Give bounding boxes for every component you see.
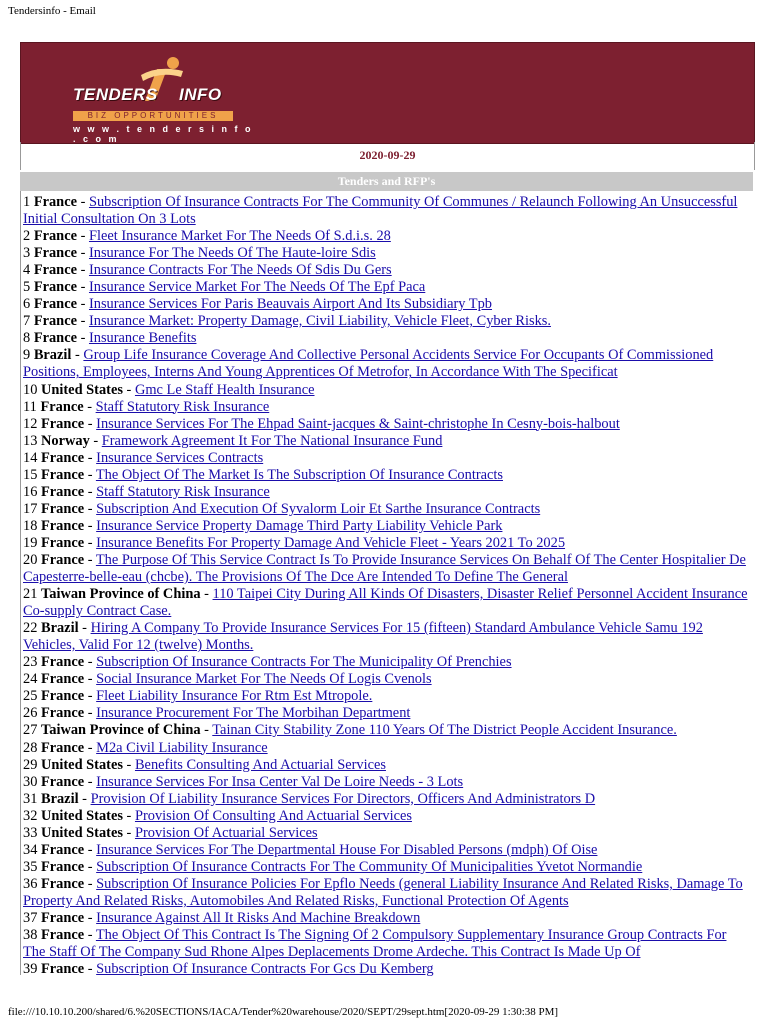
tender-item: 20 France - The Purpose Of This Service Contract Is To Provide Insurance Services On Behalf Of The Center Hospitalier De Capesterre-belle-eau (chcbe). The Provisions Of The Dce Are Intended To Define The General bbox=[23, 551, 746, 586]
tender-country: France bbox=[41, 483, 85, 500]
tender-item: 33 United States - Provision Of Actuarial Services bbox=[23, 824, 318, 841]
tender-number: 26 bbox=[23, 705, 38, 722]
tender-link[interactable]: Insurance Services For The Departmental House For Disabled Persons (mdph) Of Oise bbox=[96, 841, 598, 858]
tender-item: 7 France - Insurance Market: Property Damage, Civil Liability, Vehicle Fleet, Cyber Risks. bbox=[23, 313, 551, 330]
tender-country: Brazil bbox=[33, 347, 72, 364]
tender-item: 21 Taiwan Province of China - 110 Taipei City During All Kinds Of Disasters, Disaster Relief Personnel Accident Insurance Co-supply Contract Case. bbox=[23, 586, 748, 620]
tender-link[interactable]: Insurance Services Contracts bbox=[96, 449, 264, 466]
tender-link[interactable]: Insurance Services For The Ehpad Saint-jacques & Saint-christophe In Cesny-bois-halbout bbox=[96, 415, 620, 432]
tender-item: 14 France - Insurance Services Contracts bbox=[23, 449, 264, 466]
tender-link[interactable]: Insurance Service Market For The Needs Of The Epf Paca bbox=[88, 279, 426, 296]
tender-link[interactable]: Fleet Insurance Market For The Needs Of S.d.i.s. 28 bbox=[88, 228, 391, 245]
tender-item: 24 France - Social Insurance Market For The Needs Of Logis Cvenols bbox=[23, 671, 432, 688]
tender-country: France bbox=[33, 228, 77, 245]
tender-country: Taiwan Province of China bbox=[41, 722, 201, 739]
tender-number: 13 bbox=[23, 432, 38, 449]
tender-link[interactable]: Group Life Insurance Coverage And Collective Personal Accidents Service For Occupants Of Commissioned Positions, Employees, Interns And Young Apprentices Of Metrofor, In Accordance With The Specificat bbox=[23, 347, 714, 381]
tender-item: 32 United States - Provision Of Consulting And Actuarial Services bbox=[23, 807, 412, 824]
tender-number: 37 bbox=[23, 909, 38, 926]
tender-country: France bbox=[41, 858, 85, 875]
tender-number: 31 bbox=[23, 790, 38, 807]
tender-number: 38 bbox=[23, 927, 38, 944]
tender-item: 4 France - Insurance Contracts For The Needs Of Sdis Du Gers bbox=[23, 262, 392, 279]
tender-number: 34 bbox=[23, 841, 38, 858]
tender-country: France bbox=[33, 194, 77, 210]
tender-country: France bbox=[33, 330, 77, 347]
tender-number: 33 bbox=[23, 824, 38, 841]
tender-country: France bbox=[41, 875, 85, 892]
tender-item: 10 United States - Gmc Le Staff Health Insurance bbox=[23, 381, 315, 398]
tender-country: France bbox=[41, 551, 85, 568]
tender-country: France bbox=[41, 466, 85, 483]
tender-item: 37 France - Insurance Against All It Risks And Machine Breakdown bbox=[23, 909, 421, 926]
tender-list bbox=[23, 194, 751, 978]
tender-item: 34 France - Insurance Services For The Departmental House For Disabled Persons (mdph) Of Oise bbox=[23, 841, 598, 858]
tender-country: France bbox=[40, 398, 84, 415]
tender-number: 28 bbox=[23, 739, 38, 756]
tender-link[interactable]: Insurance Against All It Risks And Machine Breakdown bbox=[96, 909, 421, 926]
tender-link[interactable]: Hiring A Company To Provide Insurance Services For 15 (fifteen) Standard Ambulance Vehicle Samu 192 Vehicles, Valid For 12 (twelve) Months. bbox=[23, 620, 703, 654]
tender-country: France bbox=[41, 739, 85, 756]
tender-item: 25 France - Fleet Liability Insurance For Rtm Est Mtropole. bbox=[23, 688, 373, 705]
tender-number: 4 bbox=[23, 262, 31, 279]
tender-item: 15 France - The Object Of The Market Is The Subscription Of Insurance Contracts bbox=[23, 466, 503, 483]
tender-country: United States bbox=[41, 807, 123, 824]
tender-item: 28 France - M2a Civil Liability Insurance bbox=[23, 739, 268, 756]
tender-link[interactable]: Social Insurance Market For The Needs Of Logis Cvenols bbox=[96, 671, 432, 688]
tender-item: 29 United States - Benefits Consulting And Actuarial Services bbox=[23, 756, 386, 773]
tender-item: 27 Taiwan Province of China - Tainan City Stability Zone 110 Years Of The District People Accident Insurance. bbox=[23, 722, 677, 739]
tender-item: 2 France - Fleet Insurance Market For The Needs Of S.d.i.s. 28 bbox=[23, 228, 391, 245]
tender-number: 5 bbox=[23, 279, 31, 296]
tender-link[interactable]: Insurance Services For Insa Center Val De Loire Needs - 3 Lots bbox=[96, 773, 464, 790]
tender-number: 16 bbox=[23, 483, 38, 500]
tender-item: 6 France - Insurance Services For Paris Beauvais Airport And Its Subsidiary Tpb bbox=[23, 296, 492, 313]
tendersinfo-logo[interactable] bbox=[59, 55, 259, 144]
tender-item: 39 France - Subscription Of Insurance Contracts For Gcs Du Kemberg bbox=[23, 961, 434, 978]
print-footer-path: file:///10.10.10.200/shared/6.%20SECTIONS/IACA/Tender%20warehouse/2020/SEPT/29sept.htm[2020-09-29 1:30:38 PM] bbox=[8, 1006, 559, 1018]
tender-item: 17 France - Subscription And Execution Of Syvalorm Loir Et Sarthe Insurance Contracts bbox=[23, 500, 541, 517]
tender-link[interactable]: M2a Civil Liability Insurance bbox=[96, 739, 268, 756]
tender-country: France bbox=[33, 262, 77, 279]
tender-country: France bbox=[41, 705, 85, 722]
tender-number: 29 bbox=[23, 756, 38, 773]
tender-number: 24 bbox=[23, 671, 38, 688]
tender-number: 3 bbox=[23, 245, 31, 262]
tender-link[interactable]: Provision Of Actuarial Services bbox=[134, 824, 318, 841]
tender-country: France bbox=[33, 313, 77, 330]
tender-number: 14 bbox=[23, 449, 38, 466]
tender-country: United States bbox=[41, 756, 123, 773]
tender-country: France bbox=[33, 245, 77, 262]
tender-country: Taiwan Province of China bbox=[41, 586, 201, 603]
tender-number: 17 bbox=[23, 500, 38, 517]
tender-country: France bbox=[41, 654, 85, 671]
tender-country: France bbox=[41, 415, 85, 432]
tender-item: 9 Brazil - Group Life Insurance Coverage And Collective Personal Accidents Service For Occupants Of Commissioned Positions, Employees, Interns And Young Apprentices Of Metrofor, In Accordance With The Specificat bbox=[23, 347, 714, 381]
tender-item: 3 France - Insurance For The Needs Of The Haute-loire Sdis bbox=[23, 245, 376, 262]
tender-link[interactable]: Staff Statutory Risk Insurance bbox=[95, 398, 270, 415]
tender-link[interactable]: Provision Of Consulting And Actuarial Services bbox=[134, 807, 412, 824]
tender-link[interactable]: Insurance Benefits For Property Damage And Vehicle Fleet - Years 2021 To 2025 bbox=[96, 534, 566, 551]
tender-number: 7 bbox=[23, 313, 31, 330]
tender-item: 22 Brazil - Hiring A Company To Provide Insurance Services For 15 (fifteen) Standard Ambulance Vehicle Samu 192 Vehicles, Valid For 12 (twelve) Months. bbox=[23, 620, 703, 654]
tender-item: 26 France - Insurance Procurement For The Morbihan Department bbox=[23, 705, 411, 722]
tender-country: France bbox=[41, 909, 85, 926]
tender-item: 31 Brazil - Provision Of Liability Insurance Services For Directors, Officers And Administrators D bbox=[23, 790, 596, 807]
tender-item: 5 France - Insurance Service Market For The Needs Of The Epf Paca bbox=[23, 279, 426, 296]
tender-number: 9 bbox=[23, 347, 31, 364]
tender-country: United States bbox=[41, 381, 123, 398]
tender-number: 18 bbox=[23, 517, 38, 534]
tender-item: 11 France - Staff Statutory Risk Insurance bbox=[23, 398, 270, 415]
tender-country: Norway bbox=[41, 432, 90, 449]
tender-number: 1 bbox=[23, 194, 31, 210]
tender-item: 1 France - Subscription Of Insurance Contracts For The Community Of Communes / Relaunch Following An Unsuccessful Initial Consultation On 3 Lots bbox=[23, 194, 738, 228]
tender-number: 12 bbox=[23, 415, 38, 432]
tender-link[interactable]: Insurance Market: Property Damage, Civil Liability, Vehicle Fleet, Cyber Risks. bbox=[88, 313, 551, 330]
tender-item: 19 France - Insurance Benefits For Property Damage And Vehicle Fleet - Years 2021 To 2025 bbox=[23, 534, 566, 551]
logo-url: w w w . t e n d e r s i n f o . c o m bbox=[73, 124, 254, 144]
tender-number: 30 bbox=[23, 773, 38, 790]
tender-link[interactable]: Staff Statutory Risk Insurance bbox=[96, 483, 270, 500]
tender-number: 2 bbox=[23, 228, 31, 245]
date-row bbox=[20, 142, 755, 170]
tender-country: France bbox=[41, 671, 85, 688]
tender-number: 20 bbox=[23, 551, 38, 568]
tender-link[interactable]: The Object Of This Contract Is The Signing Of 2 Compulsory Supplementary Insurance Group Contracts For The Staff Of The Company Sud Rhone Alpes Deplacements Drome Ardeche. This Contract Is Made Up Of bbox=[23, 927, 727, 961]
logo-tagline: BIZ OPPORTUNITIES bbox=[73, 111, 233, 121]
tender-number: 36 bbox=[23, 875, 38, 892]
tender-number: 6 bbox=[23, 296, 31, 313]
tender-number: 15 bbox=[23, 466, 38, 483]
logo-word-info: INFO bbox=[179, 85, 222, 104]
tender-country: France bbox=[41, 927, 85, 944]
tender-link[interactable]: Subscription Of Insurance Contracts For Gcs Du Kemberg bbox=[96, 961, 434, 978]
issue-date: 2020-09-29 bbox=[359, 148, 416, 162]
tender-link[interactable]: Insurance Services For Paris Beauvais Airport And Its Subsidiary Tpb bbox=[88, 296, 492, 313]
tender-link[interactable]: Fleet Liability Insurance For Rtm Est Mtropole. bbox=[96, 688, 373, 705]
tender-item: 30 France - Insurance Services For Insa Center Val De Loire Needs - 3 Lots bbox=[23, 773, 464, 790]
tender-number: 10 bbox=[23, 381, 38, 398]
tender-link[interactable]: Benefits Consulting And Actuarial Services bbox=[134, 756, 386, 773]
tender-number: 25 bbox=[23, 688, 38, 705]
tender-item: 13 Norway - Framework Agreement It For The National Insurance Fund bbox=[23, 432, 443, 449]
tender-item: 8 France - Insurance Benefits bbox=[23, 330, 197, 347]
tender-item: 16 France - Staff Statutory Risk Insurance bbox=[23, 483, 270, 500]
tender-link[interactable]: Subscription Of Insurance Contracts For The Municipality Of Prenchies bbox=[96, 654, 512, 671]
tender-item: 12 France - Insurance Services For The Ehpad Saint-jacques & Saint-christophe In Cesny-bois-halbout bbox=[23, 415, 620, 432]
tender-number: 21 bbox=[23, 586, 38, 603]
tender-link[interactable]: Insurance Procurement For The Morbihan Department bbox=[96, 705, 411, 722]
tender-link[interactable]: Tainan City Stability Zone 110 Years Of The District People Accident Insurance. bbox=[212, 722, 677, 739]
tender-link[interactable]: Insurance Contracts For The Needs Of Sdis Du Gers bbox=[88, 262, 392, 279]
tender-country: France bbox=[41, 500, 85, 517]
tender-item: 36 France - Subscription Of Insurance Policies For Epflo Needs (general Liability Insurance And Related Risks, Damage To Property And Related Risks, Automobiles And Related Risks, Functional Protection Of Agents bbox=[23, 875, 743, 909]
tender-item: 18 France - Insurance Service Property Damage Third Party Liability Vehicle Park bbox=[23, 517, 503, 534]
tender-number: 35 bbox=[23, 858, 38, 875]
tender-country: Brazil bbox=[41, 620, 79, 637]
tender-country: France bbox=[41, 449, 85, 466]
logo-word-tenders: TENDERS bbox=[73, 85, 158, 104]
tender-number: 23 bbox=[23, 654, 38, 671]
tender-country: France bbox=[33, 279, 77, 296]
tender-link[interactable]: The Purpose Of This Service Contract Is To Provide Insurance Services On Behalf Of The Center Hospitalier De Capesterre-belle-eau (chcbe). The Provisions Of The Dce Are Intended To Define The General bbox=[23, 551, 746, 586]
tender-link[interactable]: Framework Agreement It For The National Insurance Fund bbox=[101, 432, 443, 449]
tender-country: France bbox=[41, 961, 85, 978]
tender-country: France bbox=[41, 534, 85, 551]
tender-number: 11 bbox=[23, 398, 37, 415]
tender-number: 19 bbox=[23, 534, 38, 551]
print-header-title: Tendersinfo - Email bbox=[8, 5, 96, 17]
tender-link[interactable]: Insurance Service Property Damage Third Party Liability Vehicle Park bbox=[96, 517, 503, 534]
tender-link[interactable]: Gmc Le Staff Health Insurance bbox=[134, 381, 315, 398]
header-banner bbox=[20, 42, 755, 144]
tender-country: France bbox=[33, 296, 77, 313]
tender-item: 35 France - Subscription Of Insurance Contracts For The Community Of Municipalities Yvetot Normandie bbox=[23, 858, 643, 875]
tender-link[interactable]: Insurance For The Needs Of The Haute-loire Sdis bbox=[88, 245, 376, 262]
tender-country: France bbox=[41, 688, 85, 705]
tender-link[interactable]: Provision Of Liability Insurance Services For Directors, Officers And Administrators D bbox=[90, 790, 596, 807]
tender-country: Brazil bbox=[41, 790, 79, 807]
tender-number: 22 bbox=[23, 620, 38, 637]
tender-country: United States bbox=[41, 824, 123, 841]
tender-link[interactable]: 110 Taipei City During All Kinds Of Disasters, Disaster Relief Personnel Accident Insurance Co-supply Contract Case. bbox=[23, 586, 748, 620]
tender-country: France bbox=[41, 517, 85, 534]
tender-link[interactable]: Insurance Benefits bbox=[88, 330, 197, 347]
tender-country: France bbox=[41, 773, 85, 790]
tender-number: 8 bbox=[23, 330, 31, 347]
tender-link[interactable]: Subscription Of Insurance Policies For Epflo Needs (general Liability Insurance And Related Risks, Damage To Property And Related Risks, Automobiles And Related Risks, Functional Protection Of Agents bbox=[23, 875, 743, 909]
tender-number: 27 bbox=[23, 722, 38, 739]
tender-number: 32 bbox=[23, 807, 38, 824]
tender-item: 23 France - Subscription Of Insurance Contracts For The Municipality Of Prenchies bbox=[23, 654, 512, 671]
tender-link[interactable]: Subscription Of Insurance Contracts For The Community Of Municipalities Yvetot Normandie bbox=[96, 858, 643, 875]
tender-link[interactable]: Subscription And Execution Of Syvalorm Loir Et Sarthe Insurance Contracts bbox=[96, 500, 541, 517]
tender-item: 38 France - The Object Of This Contract Is The Signing Of 2 Compulsory Supplementary Insurance Group Contracts For The Staff Of The Company Sud Rhone Alpes Deplacements Drome Ardeche. This Contract Is Made Up Of bbox=[23, 927, 727, 961]
tender-country: France bbox=[41, 841, 85, 858]
tender-number: 39 bbox=[23, 961, 38, 978]
table-left-border bbox=[20, 191, 21, 975]
tender-link[interactable]: The Object Of The Market Is The Subscription Of Insurance Contracts bbox=[95, 466, 503, 483]
tender-link[interactable]: Subscription Of Insurance Contracts For The Community Of Communes / Relaunch Following An Unsuccessful Initial Consultation On 3 Lots bbox=[23, 194, 738, 228]
section-title: Tenders and RFP's bbox=[20, 172, 753, 191]
